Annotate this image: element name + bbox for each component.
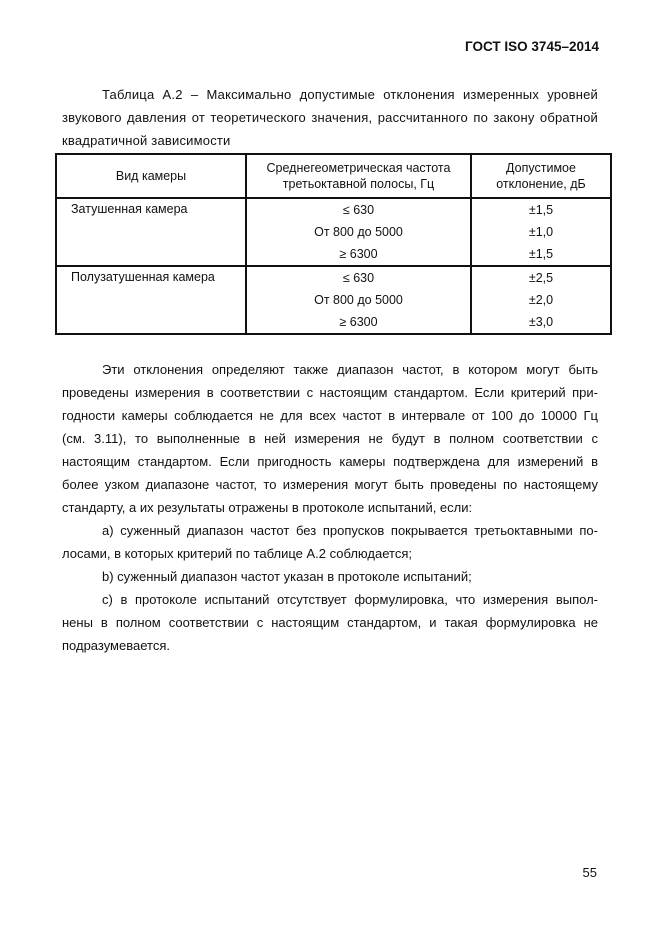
body-text-line: настоящим стандартом. Если пригодность камеры подтверждена для измерений в [62,454,598,469]
body-text-line: Эти отклонения определяют также диапазон частот, в котором могут быть [102,362,598,377]
body-text-line: (см. 3.11), то выполненные в ней измерения не будут в полном соответствии с [62,431,598,446]
body-text-line: стандарту, а их результаты отражены в протоколе испытаний, если: [62,500,473,515]
document-header: ГОСТ ISO 3745–2014 [465,39,599,54]
chamber-type-cell: Полузатушенная камера [56,266,246,334]
frequency-cell: ≤ 630 [246,198,471,221]
deviation-cell: ±2,5 [471,266,611,289]
frequency-cell: ≥ 6300 [246,243,471,266]
list-item-a-line: лосами, в которых критерий по таблице А.2 соблюдается; [62,546,412,561]
deviation-cell: ±3,0 [471,311,611,334]
deviation-table [55,153,612,335]
page-number: 55 [582,865,597,880]
column-header: Среднегеометрическая частота третьоктавной полосы, Гц [246,154,471,198]
frequency-cell: От 800 до 5000 [246,221,471,243]
column-header: Вид камеры [56,154,246,198]
list-item-c-line: нены в полном соответствии с настоящим стандартом, и такая формулировка не [62,615,598,630]
body-text-line: проведены измерения в соответствии с настоящим стандартом. Если критерий при- [62,385,598,400]
deviation-cell: ±2,0 [471,289,611,311]
body-text-line: годности камеры соблюдается не для всех частот в интервале от 100 до 10000 Гц [62,408,598,423]
list-item-c-line: с) в протоколе испытаний отсутствует формулировка, что измерения выпол- [102,592,598,607]
list-item-a-line: а) суженный диапазон частот без пропусков покрывается третьоктавными по- [102,523,598,538]
body-text-line: более узком диапазоне частот, то измерения могут быть проведены по настоящему [62,477,598,492]
table-caption-line: звукового давления от теоретического значения, рассчитанного по закону обратной [62,110,598,125]
deviation-cell: ±1,5 [471,198,611,221]
deviation-cell: ±1,5 [471,243,611,266]
deviation-cell: ±1,0 [471,221,611,243]
list-item-b: b) суженный диапазон частот указан в протоколе испытаний; [102,569,472,584]
table-row [56,266,611,289]
column-header: Допустимое отклонение, дБ [471,154,611,198]
table-caption-line: квадратичной зависимости [62,133,231,148]
table-caption-line: Таблица А.2 – Максимально допустимые отклонения измеренных уровней [102,87,598,102]
table-row [56,198,611,221]
frequency-cell: ≤ 630 [246,266,471,289]
frequency-cell: От 800 до 5000 [246,289,471,311]
list-item-c-line: подразумевается. [62,638,170,653]
frequency-cell: ≥ 6300 [246,311,471,334]
chamber-type-cell: Затушенная камера [56,198,246,266]
